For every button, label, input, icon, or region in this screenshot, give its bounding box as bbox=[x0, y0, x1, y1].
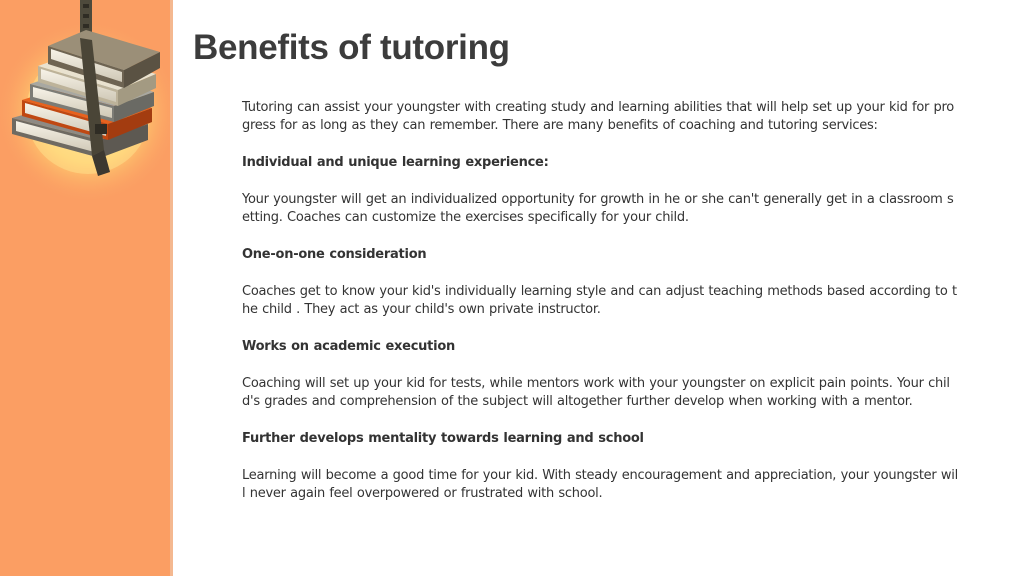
slide-title: Benefits of tutoring bbox=[193, 28, 510, 67]
section-heading-mentality: Further develops mentality towards learning and school bbox=[242, 431, 644, 446]
one-on-one-paragraph: Coaches get to know your kid's individually learning style and can adjust teaching methods based according to the child . They act as your child's own private instructor. bbox=[242, 284, 957, 317]
left-decorative-band bbox=[0, 0, 170, 576]
band-edge-divider bbox=[170, 0, 173, 576]
academic-execution-paragraph: Coaching will set up your kid for tests, while mentors work with your youngster on explicit pain points. Your child's grades and comprehension of the subject will altogether further develop when working with a mentor. bbox=[242, 376, 950, 409]
slide-content bbox=[242, 99, 960, 522]
section-heading-academic-execution: Works on academic execution bbox=[242, 339, 456, 354]
strapped-book-stack-icon bbox=[0, 0, 170, 200]
section-heading-one-on-one: One-on-one consideration bbox=[242, 247, 427, 262]
intro-paragraph: Tutoring can assist your youngster with creating study and learning abilities that will help set up your kid for progress for as long as they can remember. There are many benefits of coaching and tutoring services: bbox=[242, 100, 955, 133]
section-heading-individual-learning: Individual and unique learning experience: bbox=[242, 155, 549, 170]
individual-learning-paragraph: Your youngster will get an individualized opportunity for growth in he or she can't generally get in a classroom setting. Coaches can customize the exercises specifically for your child. bbox=[242, 192, 954, 225]
mentality-paragraph: Learning will become a good time for your kid. With steady encouragement and appreciation, your youngster will never again feel overpowered or frustrated with school. bbox=[242, 468, 959, 501]
